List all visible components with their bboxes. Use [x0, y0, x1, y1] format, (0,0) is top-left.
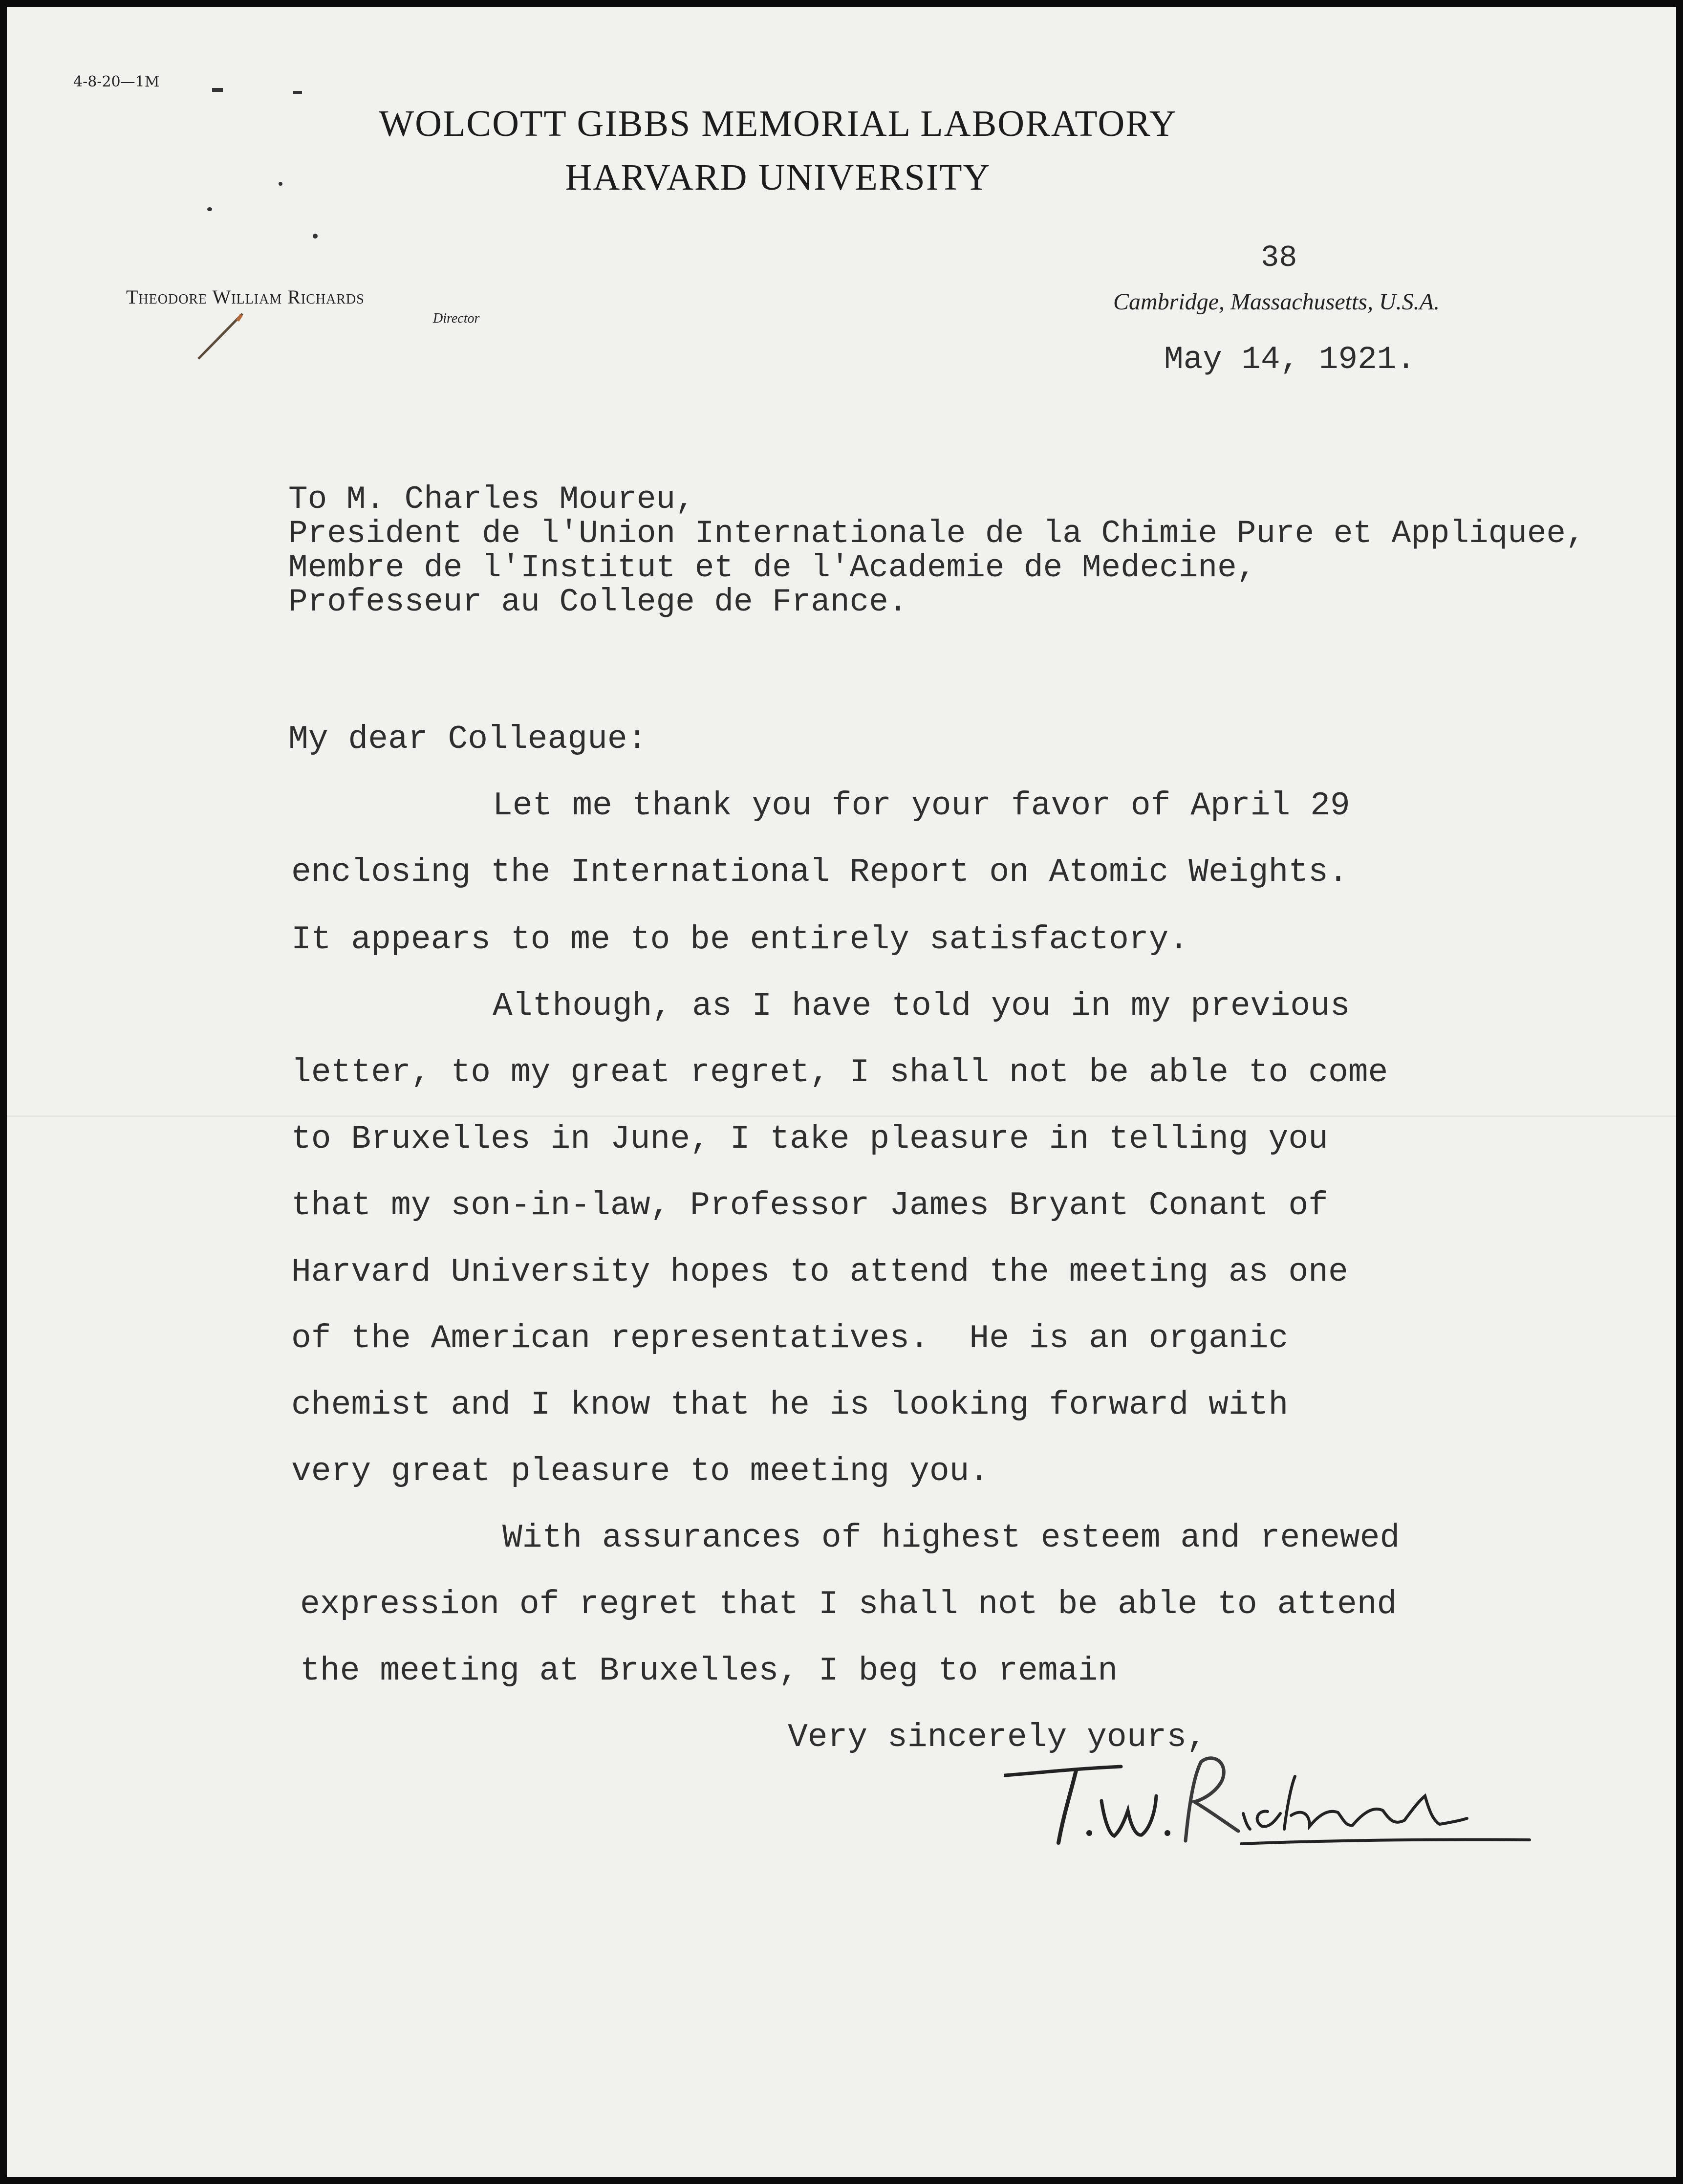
- fold-crease: [7, 1115, 1676, 1117]
- ink-speck: [212, 88, 223, 92]
- letter-page: [7, 7, 1676, 2177]
- body-line: chemist and I know that he is looking forward with: [291, 1386, 1289, 1424]
- pencil-tick-mark: [189, 310, 247, 364]
- letterhead-university: HARVARD UNIVERSITY: [565, 157, 991, 198]
- ink-speck: [313, 234, 318, 239]
- form-code: 4-8-20—1M: [73, 73, 160, 90]
- director-name: Theodore William Richards: [126, 286, 365, 308]
- body-line: It appears to me to be entirely satisfactory.: [291, 921, 1189, 959]
- body-line: expression of regret that I shall not be able to attend: [300, 1586, 1397, 1623]
- body-line: of the American representatives. He is an organic: [291, 1320, 1289, 1357]
- salutation: My dear Colleague:: [288, 721, 647, 758]
- body-line: Although, as I have told you in my previous: [493, 987, 1350, 1025]
- body-line: Let me thank you for your favor of April 29: [493, 787, 1350, 825]
- body-line: the meeting at Bruxelles, I beg to remain: [300, 1652, 1118, 1690]
- recipient-line: President de l'Union Internationale de la Chimie Pure et Appliquee,: [288, 515, 1585, 552]
- letter-date: May 14, 1921.: [1164, 341, 1416, 378]
- body-line: Harvard University hopes to attend the meeting as one: [291, 1253, 1348, 1291]
- body-line: that my son-in-law, Professor James Bryant Conant of: [291, 1187, 1328, 1224]
- page-number: 38: [1261, 240, 1297, 275]
- body-line: letter, to my great regret, I shall not be able to come: [291, 1054, 1388, 1092]
- handwritten-signature: [1004, 1747, 1532, 1855]
- recipient-line: Membre de l'Institut et de l'Academie de Medecine,: [288, 549, 1256, 586]
- ink-speck: [293, 91, 302, 94]
- recipient-line: Professeur au College de France.: [288, 584, 908, 620]
- director-title: Director: [433, 311, 480, 326]
- closing: Very sincerely yours,: [788, 1719, 1207, 1756]
- body-line: very great pleasure to meeting you.: [291, 1453, 990, 1490]
- body-line: to Bruxelles in June, I take pleasure in telling you: [291, 1120, 1328, 1158]
- body-line: enclosing the International Report on Atomic Weights.: [291, 853, 1348, 891]
- recipient-line: To M. Charles Moureu,: [288, 481, 695, 518]
- letterhead-laboratory: WOLCOTT GIBBS MEMORIAL LABORATORY: [379, 103, 1177, 144]
- body-line: With assurances of highest esteem and renewed: [502, 1519, 1400, 1557]
- letterhead-place: Cambridge, Massachusetts, U.S.A.: [1113, 289, 1440, 315]
- ink-speck: [207, 207, 212, 211]
